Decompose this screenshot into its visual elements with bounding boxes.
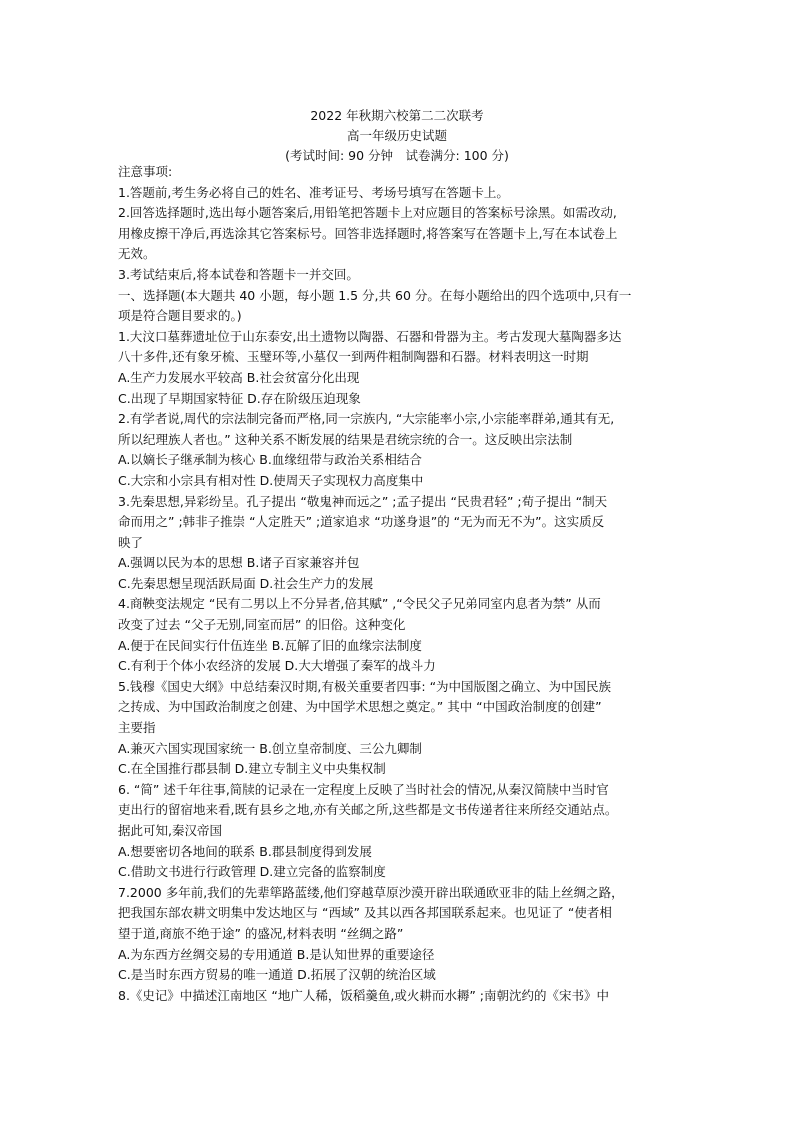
question-stem-line: 命而用之” ;韩非子推崇 “人定胜天” ;道家追求 “功遂身退”的 “无为而无不为”。这实质反 [118,514,605,530]
question-options-line: A.强调以民为本的思想 B.诸子百家兼容并包 [118,555,360,571]
exam-header [0,106,794,166]
question-options-line: C.先秦思想呈现活跃局面 D.社会生产力的发展 [118,575,374,591]
question-options-line: C.有利于个体小农经济的发展 D.大大增强了秦军的战斗力 [118,658,436,674]
question-stem-line: 3.先秦思想,异彩纷呈。孔子提出 “敬鬼神而远之” ;孟子提出 “民贵君轻” ;荀子提出 “制天 [118,493,608,509]
question-stem-line: 7.2000 多年前,我们的先辈筚路蓝缕,他们穿越草原沙漠开辟出联通欧亚非的陆上丝绸之路， [118,884,624,900]
question-stem-line: 8.《史记》中描述江南地区 “地广人稀，饭稻羹鱼,或火耕而水耨” ;南朝沈约的《宋书》中 [118,987,610,1003]
note-line: 用橡皮擦干净后,再选涂其它答案标号。回答非选择题时,将答案写在答题卡上,写在本试卷上 [118,225,618,241]
note-line: 2.回答选择题时,选出每小题答案后,用铅笔把答题卡上对应题目的答案标号涂黑。如需改动, [118,205,617,221]
question-stem-line: 吏出行的留宿地来看,既有县乡之地,亦有关邮之所,这些都是文书传递者往来所经交通站点。 [118,802,618,818]
question-stem-line: 把我国东部农耕文明集中发达地区与 “西域” 及其以西各邦国联系起来。也见证了 “使者相 [118,905,612,921]
exam-subtitle: 高一年级历史试题 [346,128,447,143]
exam-content [118,162,698,1006]
question-options-line: C.大宗和小宗具有相对性 D.使周天子实现权力高度集中 [118,472,424,488]
question-stem-line: 4.商鞅变法规定 “民有二男以上不分异者,倍其赋” ,“令民父子兄弟同室内息者为禁” 从而 [118,596,601,612]
question-options-line: C.在全国推行郡县制 D.建立专制主义中央集权制 [118,761,386,777]
question-stem-line: 望于道,商旅不绝于途” 的盛况,材料表明 “丝绸之路” [118,925,404,941]
exam-info: (考试时间: 90 分钟 试卷满分: 100 分) [285,148,509,163]
question-stem-line: 6. “简” 述千年往事,简牍的记录在一定程度上反映了当时社会的情况,从秦汉简牍中当时官 [118,781,609,797]
question-stem-line: 所以纪理族人者也。” 这种关系不断发展的结果是君统宗统的合一。这反映出宗法制 [118,431,573,447]
question-stem-line: 映了 [118,534,144,550]
note-line: 无效。 [118,246,156,262]
question-options-line: A.以嫡长子继承制为核心 B.血缘纽带与政治关系相结合 [118,452,422,468]
question-stem-line: 主要指 [118,720,156,736]
note-line: 3.考试结束后,将本试卷和答题卡一并交回。 [118,266,359,282]
section-heading-line: 项是符合题目要求的。) [118,308,242,324]
question-stem-line: 1.大汶口墓葬遗址位于山东泰安,出土遗物以陶器、石器和骨器为主。考古发现大墓陶器多达 [118,328,622,344]
notes-heading: 注意事项: [118,164,173,179]
exam-title: 2022 年秋期六校第二二次联考 [310,108,484,123]
question-stem-line: 2.有学者说,周代的宗法制完备而严格,同一宗族内, “大宗能率小宗,小宗能率群弟,通其有无, [118,411,615,427]
question-options-line: C.出现了早期国家特征 D.存在阶级压迫现象 [118,390,361,406]
question-stem-line: 八十多件,还有象牙梳、玉璧环等,小墓仅一到两件粗制陶器和石器。材料表明这一时期 [118,349,589,365]
question-stem-line: 据此可知,秦汉帝国 [118,823,222,838]
question-options-line: A.想要密切各地间的联系 B.郡县制度得到发展 [118,843,372,859]
question-options-line: C.是当时东西方贸易的唯一通道 D.拓展了汉朝的统治区域 [118,967,436,983]
question-options-line: C.借助文书进行行政管理 D.建立完备的监察制度 [118,864,386,880]
question-stem-line: 5.钱穆《国史大纲》中总结秦汉时期,有极关重要者四事: “为中国版图之确立、为中国民族 [118,678,612,694]
question-options-line: A.生产力发展水平较高 B.社会贫富分化出现 [118,369,360,385]
question-options-line: A.为东西方丝绸交易的专用通道 B.是认知世界的重要途径 [118,946,435,962]
question-options-line: A.兼灭六国实现国家统一 B.创立皇帝制度、三公九卿制 [118,740,422,756]
question-stem-line: 之抟成、为中国政治制度之创建、为中国学术思想之奠定。” 其中 “中国政治制度的创建” [118,699,602,715]
question-stem-line: 改变了过去 “父子无别,同室而居” 的旧俗。这种变化 [118,617,406,633]
section-heading-line: 一、选择题(本大题共 40 小题，每小题 1.5 分,共 60 分。在每小题给出的四个选项中,只有一 [118,287,632,303]
note-line: 1.答题前,考生务必将自己的姓名、准考证号、考场号填写在答题卡上。 [118,184,509,200]
question-options-line: A.便于在民间实行什伍连坐 B.瓦解了旧的血缘宗法制度 [118,637,422,653]
